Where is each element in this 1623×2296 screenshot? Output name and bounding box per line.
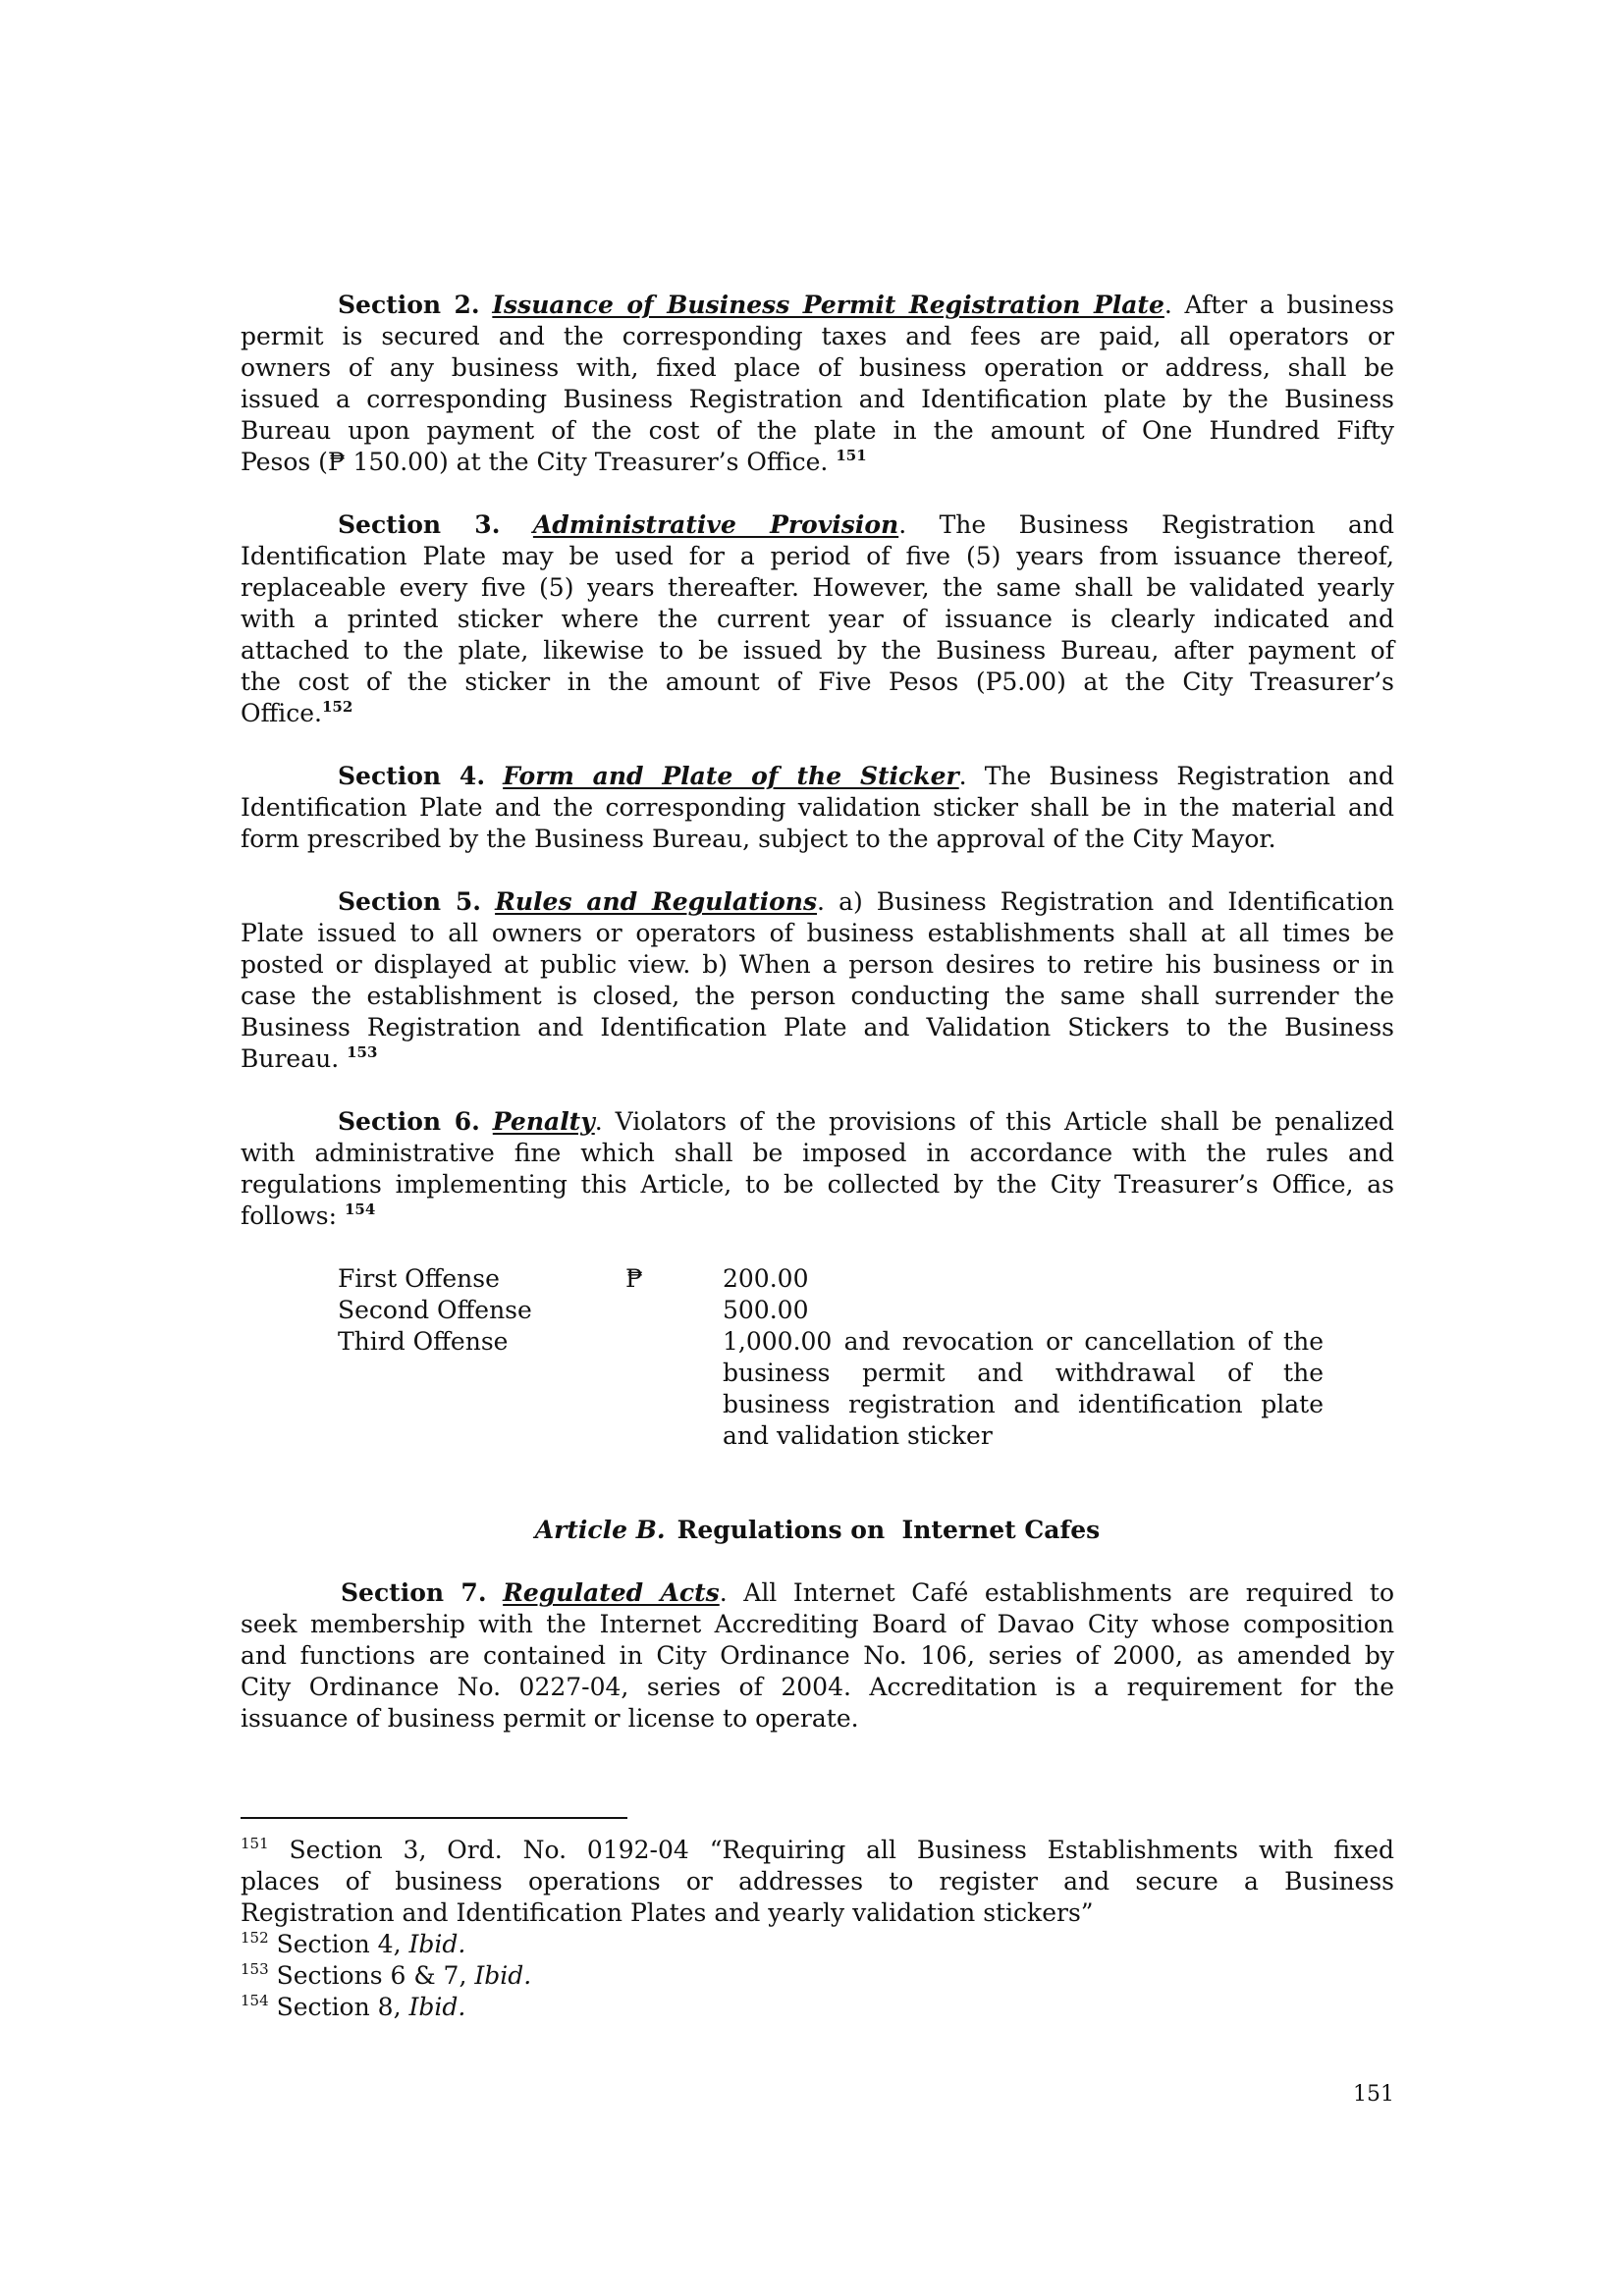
text-line: business registration and identification plate <box>723 1390 1324 1418</box>
footnote-ibid: Ibid. <box>408 1993 466 2021</box>
currency-cell <box>625 1295 723 1326</box>
section-6-paragraph <box>241 1106 1394 1232</box>
article-label: Article B. <box>534 1516 666 1544</box>
text-line: permit is secured and the corresponding taxes and fees are paid, all operators or <box>241 322 1394 350</box>
text-line: Identification Plate and the corresponding validation sticker shall be in the material and <box>241 793 1394 822</box>
text-line: replaceable every five (5) years thereafter. However, the same shall be validated yearly <box>241 573 1394 602</box>
text-run: . All Internet Café establishments are required to <box>719 1578 1395 1607</box>
section-title: Form and Plate of the Sticker <box>503 762 959 790</box>
offense-cell: Second Offense <box>338 1296 532 1324</box>
amount-cell <box>723 1326 1324 1452</box>
table-row <box>241 1326 1394 1452</box>
text-line: City Ordinance No. 0227-04, series of 2004. Accreditation is a requirement for the <box>241 1673 1394 1701</box>
text-line: with administrative fine which shall be imposed in accordance with the rules and <box>241 1139 1394 1167</box>
footnote-separator <box>241 1817 627 1819</box>
section-title: Administrative Provision <box>532 510 899 539</box>
footnote-line: places of business operations or addresses to register and secure a Business <box>241 1867 1394 1896</box>
text-run: . a) Business Registration and Identification <box>817 887 1394 916</box>
text-line: the cost of the sticker in the amount of Five Pesos (P5.00) at the City Treasurer’s <box>241 667 1394 696</box>
footnote-reference: 152 <box>322 698 353 716</box>
text-run: . The Business Registration and <box>898 510 1394 539</box>
text-line: Plate issued to all owners or operators of business establishments shall at all times be <box>241 919 1394 947</box>
section-label: Section 4. <box>338 762 486 790</box>
text-line <box>241 1106 1394 1138</box>
section-label: Section 6. <box>338 1107 480 1136</box>
table-row <box>241 1263 1394 1295</box>
text-line <box>241 1043 1394 1075</box>
section-5-paragraph <box>241 886 1394 1075</box>
page-body <box>241 290 1394 1766</box>
text-line: and functions are contained in City Ordinance No. 106, series of 2000, as amended by <box>241 1641 1394 1670</box>
footnote-line <box>241 1929 1394 1960</box>
text-line: issuance of business permit or license to operate. <box>241 1704 859 1733</box>
text-line: form prescribed by the Business Bureau, subject to the approval of the City Mayor. <box>241 825 1276 853</box>
footnote-number: 151 <box>241 1835 269 1852</box>
currency-cell: ₱ <box>625 1264 643 1293</box>
section-4-paragraph <box>241 761 1394 855</box>
section-title: Rules and Regulations <box>495 887 818 916</box>
page-number: 151 <box>1353 2082 1394 2107</box>
article-title: Regulations on Internet Cafes <box>676 1516 1101 1544</box>
text-line <box>241 761 1394 792</box>
footnote-line <box>241 1835 1394 1866</box>
text-line: Bureau upon payment of the cost of the plate in the amount of One Hundred Fifty <box>241 416 1394 445</box>
footnote-number: 154 <box>241 1992 269 2009</box>
section-label: Section 2. <box>338 291 480 319</box>
footnote-number: 152 <box>241 1929 269 1947</box>
footnote-reference: 151 <box>836 447 867 464</box>
text-line: owners of any business with, fixed place of business operation or address, shall be <box>241 353 1394 382</box>
amount-cell: 200.00 <box>723 1264 809 1293</box>
offense-cell: Third Offense <box>338 1327 509 1356</box>
footnote-ibid: Ibid. <box>408 1930 466 1958</box>
section-title: Penalty <box>492 1107 595 1136</box>
text-line: issued a corresponding Business Registration and Identification plate by the Business <box>241 385 1394 413</box>
text-line <box>241 509 1394 541</box>
footnote-reference: 154 <box>344 1201 376 1218</box>
text-line <box>241 886 1394 918</box>
section-3-paragraph <box>241 509 1394 729</box>
article-heading <box>241 1515 1394 1546</box>
text-line: attached to the plate, likewise to be issued by the Business Bureau, after payment of <box>241 636 1394 665</box>
footnotes <box>241 1835 1394 2023</box>
section-2-paragraph <box>241 290 1394 478</box>
penalty-table <box>241 1263 1394 1452</box>
offense-cell: First Offense <box>338 1264 500 1293</box>
text-line: regulations implementing this Article, to be collected by the City Treasurer’s Office, as <box>241 1170 1394 1199</box>
footnote-ibid: Ibid. <box>474 1961 532 1990</box>
text-line: posted or displayed at public view. b) When a person desires to retire his business or in <box>241 950 1394 979</box>
text-run: follows: <box>241 1201 345 1230</box>
text-line <box>241 290 1394 321</box>
text-line <box>241 447 1394 478</box>
text-run: . Violators of the provisions of this Article shall be penalized <box>594 1107 1394 1136</box>
footnote-line <box>241 1992 1394 2023</box>
text-run: Bureau. <box>241 1044 348 1073</box>
text-line: and validation sticker <box>723 1421 993 1450</box>
section-label: Section 3. <box>338 510 501 539</box>
section-label: Section 7. <box>341 1578 487 1607</box>
amount-cell: 500.00 <box>723 1296 809 1324</box>
text-line <box>241 698 1394 729</box>
section-title: Issuance of Business Permit Registration Plate <box>492 291 1164 319</box>
text-line: 1,000.00 and revocation or cancellation of the <box>723 1327 1324 1356</box>
footnote-line <box>241 1960 1394 1992</box>
section-label: Section 5. <box>338 887 482 916</box>
text-run: . The Business Registration and <box>958 762 1394 790</box>
text-line <box>241 1201 1394 1232</box>
text-line: case the establishment is closed, the person conducting the same shall surrender the <box>241 982 1394 1010</box>
footnote-line: Registration and Identification Plates and yearly validation stickers” <box>241 1898 1094 1927</box>
footnote-number: 153 <box>241 1960 269 1978</box>
footnote-reference: 153 <box>347 1043 378 1061</box>
text-line: with a printed sticker where the current year of issuance is clearly indicated and <box>241 605 1394 633</box>
footnote-text: Sections 6 & 7, <box>276 1961 475 1990</box>
text-run: . After a business <box>1163 291 1394 319</box>
text-line <box>241 1577 1394 1609</box>
currency-cell <box>625 1326 723 1452</box>
footnote-text: Section 3, Ord. No. 0192-04 “Requiring all Business Establishments with fixed <box>289 1836 1395 1864</box>
text-line: Identification Plate may be used for a period of five (5) years from issuance thereof, <box>241 542 1394 570</box>
text-run: Office. <box>241 699 322 727</box>
footnote-text: Section 8, <box>276 1993 409 2021</box>
section-title: Regulated Acts <box>503 1578 720 1607</box>
section-7-paragraph <box>241 1577 1394 1735</box>
text-line: business permit and withdrawal of the <box>723 1359 1324 1387</box>
text-line: seek membership with the Internet Accrediting Board of Davao City whose composition <box>241 1610 1394 1638</box>
text-run: Pesos (₱ 150.00) at the City Treasurer’s Office. <box>241 448 837 476</box>
table-row <box>241 1295 1394 1326</box>
footnote-text: Section 4, <box>276 1930 409 1958</box>
text-line: Business Registration and Identification Plate and Validation Stickers to the Business <box>241 1013 1394 1041</box>
